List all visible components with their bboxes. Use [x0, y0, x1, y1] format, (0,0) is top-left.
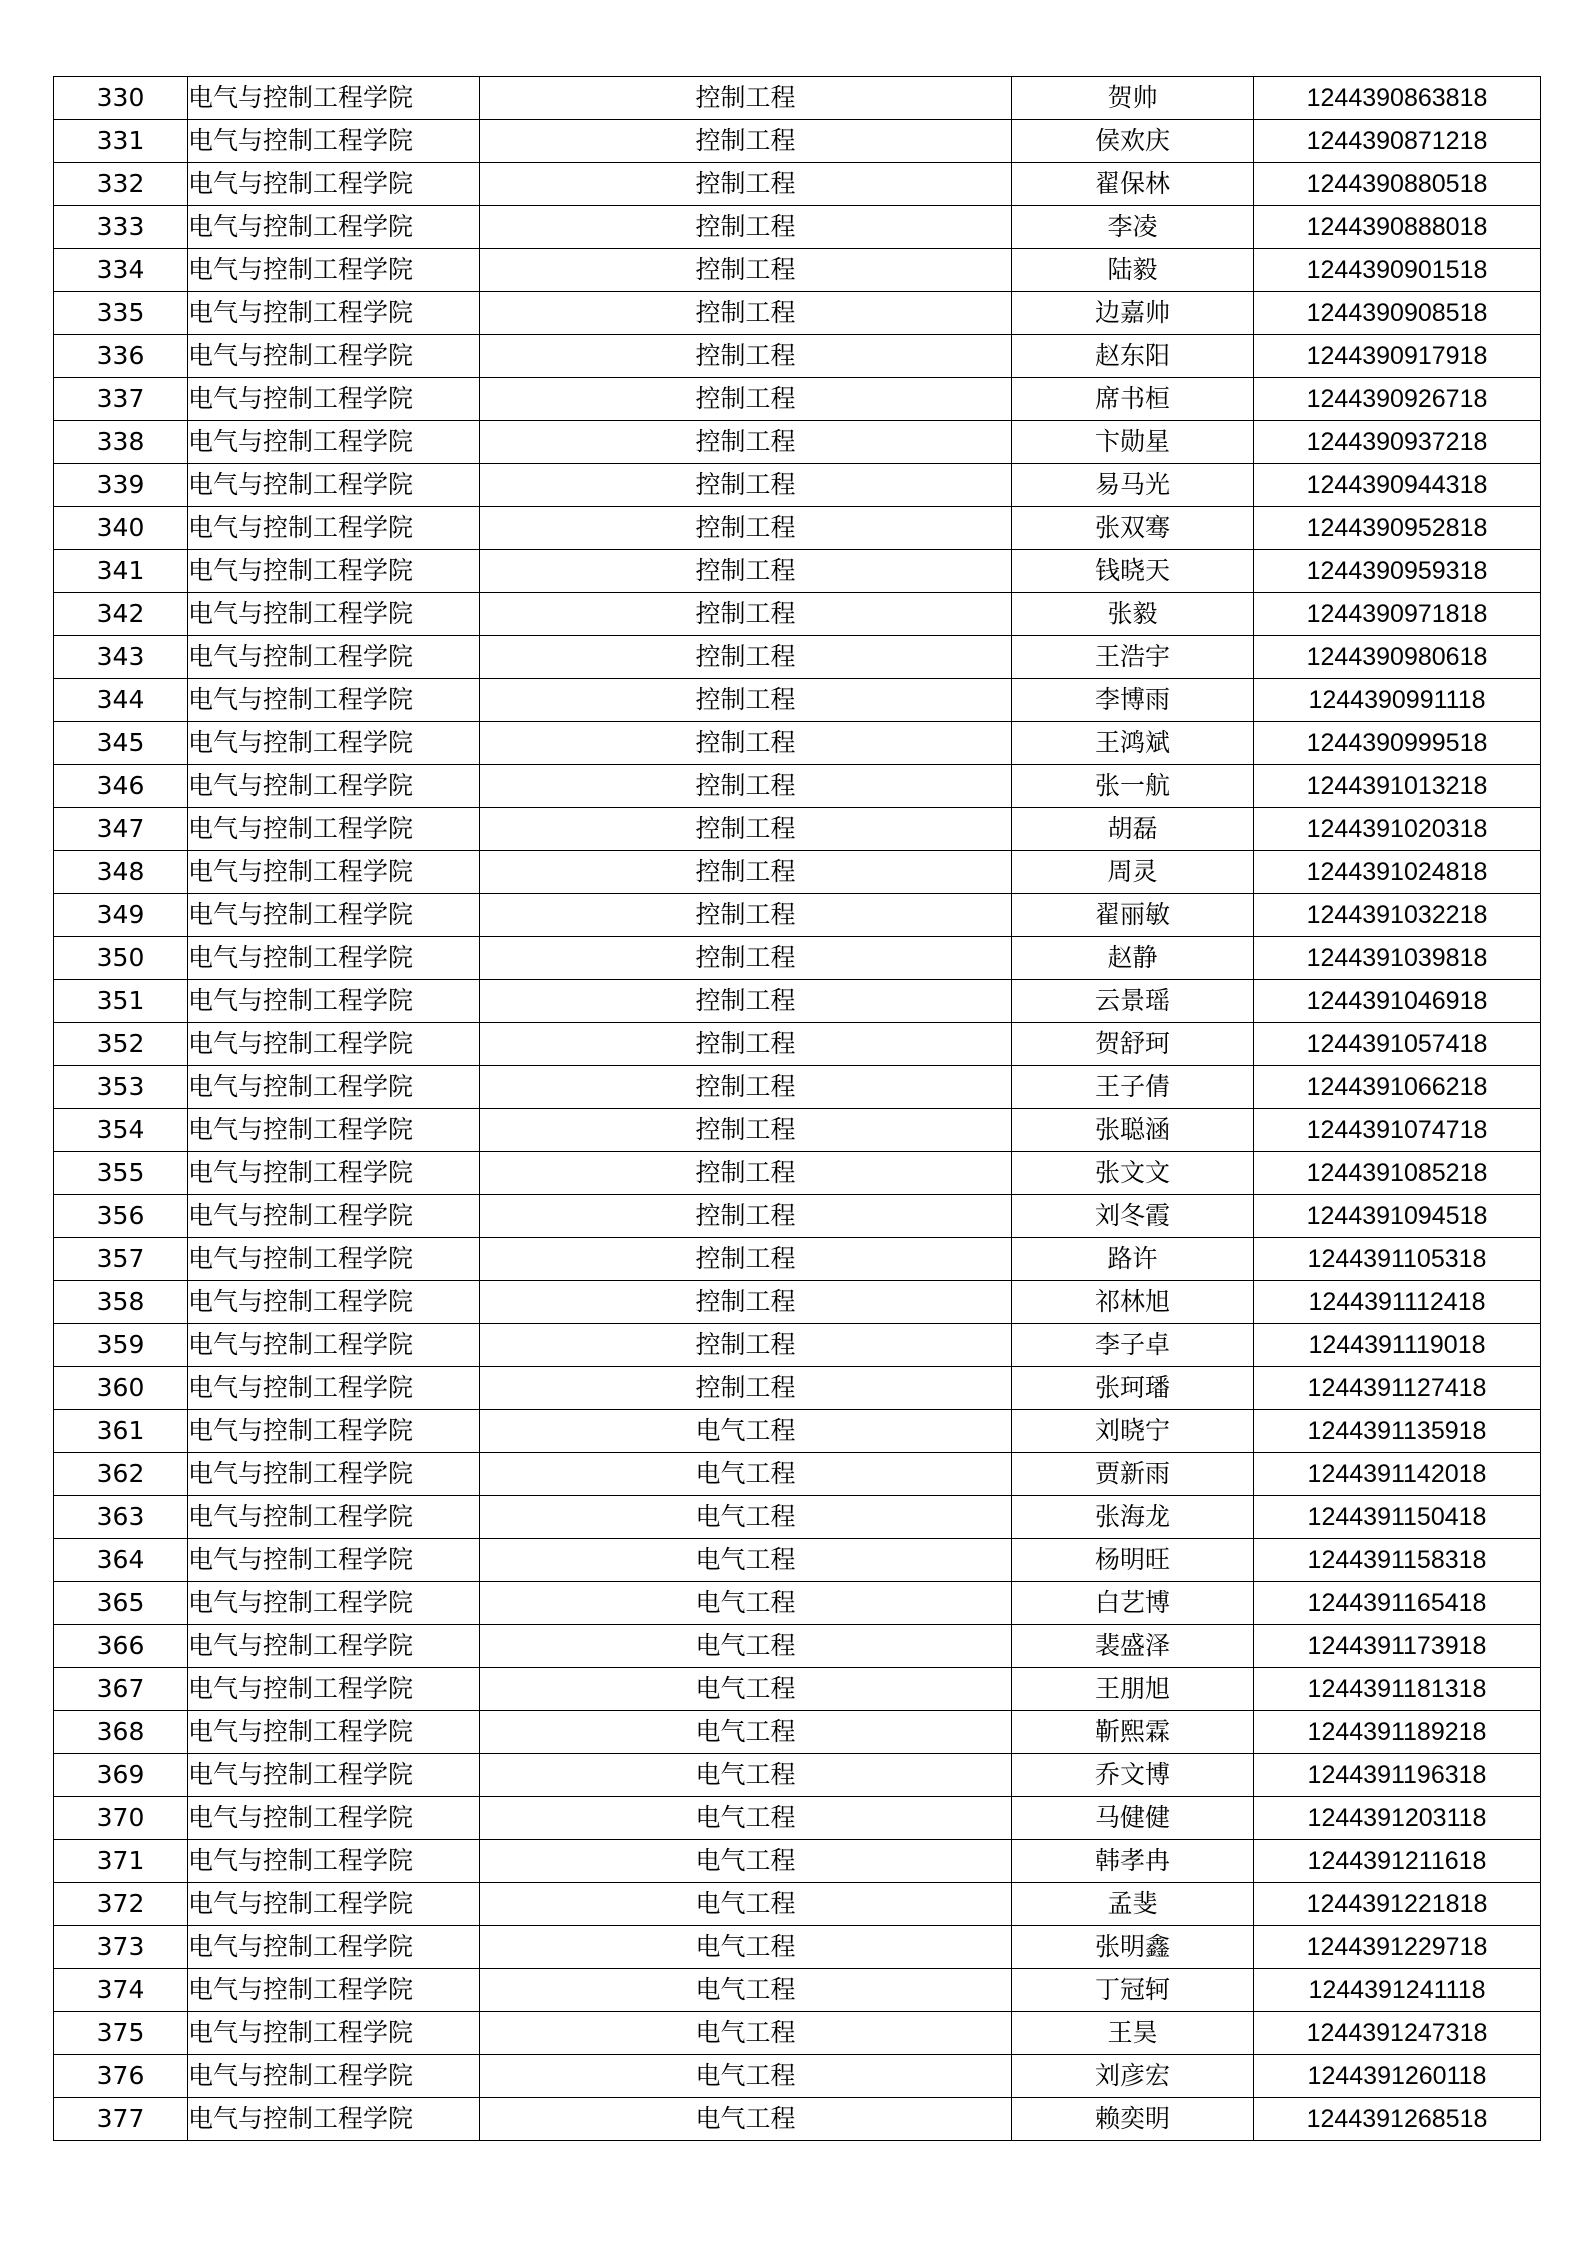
- college-cell: 电气与控制工程学院: [188, 1797, 480, 1840]
- roster-table-body: [54, 77, 1541, 2141]
- student-name-cell: 席书桓: [1012, 378, 1254, 421]
- major-cell: 控制工程: [480, 77, 1012, 120]
- table-row: [54, 851, 1541, 894]
- major-cell: 控制工程: [480, 206, 1012, 249]
- college-cell: 电气与控制工程学院: [188, 1926, 480, 1969]
- row-number-cell: 331: [54, 120, 188, 163]
- major-cell: 控制工程: [480, 1023, 1012, 1066]
- row-number-cell: 373: [54, 1926, 188, 1969]
- student-name-cell: 韩孝冉: [1012, 1840, 1254, 1883]
- exam-number-cell: 1244390944318: [1254, 464, 1541, 507]
- exam-number-cell: 1244391085218: [1254, 1152, 1541, 1195]
- row-number-cell: 332: [54, 163, 188, 206]
- row-number-cell: 361: [54, 1410, 188, 1453]
- table-row: [54, 1625, 1541, 1668]
- college-cell: 电气与控制工程学院: [188, 1840, 480, 1883]
- major-cell: 控制工程: [480, 1195, 1012, 1238]
- major-cell: 电气工程: [480, 2055, 1012, 2098]
- college-cell: 电气与控制工程学院: [188, 1453, 480, 1496]
- college-cell: 电气与控制工程学院: [188, 120, 480, 163]
- exam-number-cell: 1244391013218: [1254, 765, 1541, 808]
- college-cell: 电气与控制工程学院: [188, 1195, 480, 1238]
- table-row: [54, 335, 1541, 378]
- major-cell: 电气工程: [480, 1625, 1012, 1668]
- exam-number-cell: 1244391024818: [1254, 851, 1541, 894]
- student-name-cell: 张珂璠: [1012, 1367, 1254, 1410]
- student-name-cell: 胡磊: [1012, 808, 1254, 851]
- major-cell: 控制工程: [480, 1066, 1012, 1109]
- exam-number-cell: 1244391173918: [1254, 1625, 1541, 1668]
- student-name-cell: 侯欢庆: [1012, 120, 1254, 163]
- table-row: [54, 1281, 1541, 1324]
- table-row: [54, 206, 1541, 249]
- major-cell: 控制工程: [480, 937, 1012, 980]
- row-number-cell: 337: [54, 378, 188, 421]
- exam-number-cell: 1244390926718: [1254, 378, 1541, 421]
- table-row: [54, 163, 1541, 206]
- major-cell: 控制工程: [480, 722, 1012, 765]
- college-cell: 电气与控制工程学院: [188, 1152, 480, 1195]
- college-cell: 电气与控制工程学院: [188, 550, 480, 593]
- table-row: [54, 2055, 1541, 2098]
- college-cell: 电气与控制工程学院: [188, 1410, 480, 1453]
- major-cell: 控制工程: [480, 593, 1012, 636]
- college-cell: 电气与控制工程学院: [188, 1066, 480, 1109]
- table-row: [54, 593, 1541, 636]
- exam-number-cell: 1244391127418: [1254, 1367, 1541, 1410]
- row-number-cell: 333: [54, 206, 188, 249]
- table-row: [54, 980, 1541, 1023]
- college-cell: 电气与控制工程学院: [188, 1496, 480, 1539]
- table-row: [54, 679, 1541, 722]
- college-cell: 电气与控制工程学院: [188, 1883, 480, 1926]
- exam-number-cell: 1244391119018: [1254, 1324, 1541, 1367]
- row-number-cell: 342: [54, 593, 188, 636]
- row-number-cell: 358: [54, 1281, 188, 1324]
- college-cell: 电气与控制工程学院: [188, 421, 480, 464]
- student-name-cell: 靳熙霖: [1012, 1711, 1254, 1754]
- exam-number-cell: 1244391241118: [1254, 1969, 1541, 2012]
- row-number-cell: 362: [54, 1453, 188, 1496]
- exam-number-cell: 1244390980618: [1254, 636, 1541, 679]
- row-number-cell: 364: [54, 1539, 188, 1582]
- college-cell: 电气与控制工程学院: [188, 292, 480, 335]
- major-cell: 电气工程: [480, 1797, 1012, 1840]
- row-number-cell: 338: [54, 421, 188, 464]
- table-row: [54, 722, 1541, 765]
- student-name-cell: 杨明旺: [1012, 1539, 1254, 1582]
- exam-number-cell: 1244391165418: [1254, 1582, 1541, 1625]
- student-name-cell: 王昊: [1012, 2012, 1254, 2055]
- student-name-cell: 张毅: [1012, 593, 1254, 636]
- row-number-cell: 375: [54, 2012, 188, 2055]
- exam-number-cell: 1244390937218: [1254, 421, 1541, 464]
- major-cell: 电气工程: [480, 1539, 1012, 1582]
- student-name-cell: 张聪涵: [1012, 1109, 1254, 1152]
- exam-number-cell: 1244391221818: [1254, 1883, 1541, 1926]
- exam-number-cell: 1244391150418: [1254, 1496, 1541, 1539]
- student-name-cell: 丁冠轲: [1012, 1969, 1254, 2012]
- student-name-cell: 贾新雨: [1012, 1453, 1254, 1496]
- college-cell: 电气与控制工程学院: [188, 1367, 480, 1410]
- exam-number-cell: 1244391105318: [1254, 1238, 1541, 1281]
- row-number-cell: 368: [54, 1711, 188, 1754]
- major-cell: 控制工程: [480, 120, 1012, 163]
- major-cell: 控制工程: [480, 1109, 1012, 1152]
- student-name-cell: 贺舒珂: [1012, 1023, 1254, 1066]
- table-row: [54, 2098, 1541, 2141]
- college-cell: 电气与控制工程学院: [188, 2055, 480, 2098]
- row-number-cell: 357: [54, 1238, 188, 1281]
- exam-number-cell: 1244391032218: [1254, 894, 1541, 937]
- row-number-cell: 359: [54, 1324, 188, 1367]
- major-cell: 电气工程: [480, 1711, 1012, 1754]
- exam-number-cell: 1244391142018: [1254, 1453, 1541, 1496]
- student-name-cell: 赵静: [1012, 937, 1254, 980]
- college-cell: 电气与控制工程学院: [188, 249, 480, 292]
- table-row: [54, 1324, 1541, 1367]
- exam-number-cell: 1244390888018: [1254, 206, 1541, 249]
- row-number-cell: 344: [54, 679, 188, 722]
- student-name-cell: 张明鑫: [1012, 1926, 1254, 1969]
- table-row: [54, 1883, 1541, 1926]
- exam-number-cell: 1244391112418: [1254, 1281, 1541, 1324]
- table-row: [54, 937, 1541, 980]
- exam-number-cell: 1244391203118: [1254, 1797, 1541, 1840]
- major-cell: 控制工程: [480, 1152, 1012, 1195]
- exam-number-cell: 1244390991118: [1254, 679, 1541, 722]
- exam-number-cell: 1244391066218: [1254, 1066, 1541, 1109]
- row-number-cell: 343: [54, 636, 188, 679]
- major-cell: 控制工程: [480, 980, 1012, 1023]
- major-cell: 控制工程: [480, 1367, 1012, 1410]
- major-cell: 电气工程: [480, 1582, 1012, 1625]
- row-number-cell: 353: [54, 1066, 188, 1109]
- table-row: [54, 421, 1541, 464]
- exam-number-cell: 1244390917918: [1254, 335, 1541, 378]
- major-cell: 控制工程: [480, 1281, 1012, 1324]
- college-cell: 电气与控制工程学院: [188, 722, 480, 765]
- student-name-cell: 王朋旭: [1012, 1668, 1254, 1711]
- table-row: [54, 1109, 1541, 1152]
- student-name-cell: 贺帅: [1012, 77, 1254, 120]
- table-row: [54, 1539, 1541, 1582]
- major-cell: 控制工程: [480, 292, 1012, 335]
- college-cell: 电气与控制工程学院: [188, 1969, 480, 2012]
- student-name-cell: 赖奕明: [1012, 2098, 1254, 2141]
- major-cell: 控制工程: [480, 421, 1012, 464]
- student-name-cell: 周灵: [1012, 851, 1254, 894]
- student-name-cell: 云景瑶: [1012, 980, 1254, 1023]
- table-row: [54, 1410, 1541, 1453]
- major-cell: 控制工程: [480, 1324, 1012, 1367]
- student-name-cell: 王子倩: [1012, 1066, 1254, 1109]
- exam-number-cell: 1244391057418: [1254, 1023, 1541, 1066]
- student-name-cell: 钱晓天: [1012, 550, 1254, 593]
- college-cell: 电气与控制工程学院: [188, 1324, 480, 1367]
- exam-number-cell: 1244391196318: [1254, 1754, 1541, 1797]
- student-name-cell: 赵东阳: [1012, 335, 1254, 378]
- row-number-cell: 356: [54, 1195, 188, 1238]
- exam-number-cell: 1244390901518: [1254, 249, 1541, 292]
- major-cell: 电气工程: [480, 1668, 1012, 1711]
- student-name-cell: 陆毅: [1012, 249, 1254, 292]
- exam-number-cell: 1244391046918: [1254, 980, 1541, 1023]
- table-row: [54, 1195, 1541, 1238]
- student-name-cell: 王鸿斌: [1012, 722, 1254, 765]
- exam-number-cell: 1244390908518: [1254, 292, 1541, 335]
- student-name-cell: 刘晓宁: [1012, 1410, 1254, 1453]
- college-cell: 电气与控制工程学院: [188, 937, 480, 980]
- exam-number-cell: 1244391181318: [1254, 1668, 1541, 1711]
- row-number-cell: 347: [54, 808, 188, 851]
- major-cell: 控制工程: [480, 851, 1012, 894]
- table-row: [54, 636, 1541, 679]
- student-name-cell: 孟斐: [1012, 1883, 1254, 1926]
- college-cell: 电气与控制工程学院: [188, 679, 480, 722]
- college-cell: 电气与控制工程学院: [188, 1238, 480, 1281]
- table-row: [54, 1840, 1541, 1883]
- table-row: [54, 292, 1541, 335]
- student-name-cell: 张双骞: [1012, 507, 1254, 550]
- major-cell: 控制工程: [480, 464, 1012, 507]
- student-name-cell: 张文文: [1012, 1152, 1254, 1195]
- row-number-cell: 360: [54, 1367, 188, 1410]
- exam-number-cell: 1244390880518: [1254, 163, 1541, 206]
- table-row: [54, 2012, 1541, 2055]
- exam-number-cell: 1244390971818: [1254, 593, 1541, 636]
- row-number-cell: 374: [54, 1969, 188, 2012]
- student-name-cell: 卞勋星: [1012, 421, 1254, 464]
- college-cell: 电气与控制工程学院: [188, 464, 480, 507]
- exam-number-cell: 1244391135918: [1254, 1410, 1541, 1453]
- table-row: [54, 1797, 1541, 1840]
- student-name-cell: 边嘉帅: [1012, 292, 1254, 335]
- table-row: [54, 1453, 1541, 1496]
- exam-number-cell: 1244391211618: [1254, 1840, 1541, 1883]
- table-row: [54, 378, 1541, 421]
- college-cell: 电气与控制工程学院: [188, 808, 480, 851]
- exam-number-cell: 1244391039818: [1254, 937, 1541, 980]
- student-name-cell: 裴盛泽: [1012, 1625, 1254, 1668]
- college-cell: 电气与控制工程学院: [188, 765, 480, 808]
- exam-number-cell: 1244391268518: [1254, 2098, 1541, 2141]
- major-cell: 电气工程: [480, 2012, 1012, 2055]
- student-name-cell: 刘彦宏: [1012, 2055, 1254, 2098]
- row-number-cell: 351: [54, 980, 188, 1023]
- student-name-cell: 乔文博: [1012, 1754, 1254, 1797]
- student-name-cell: 张海龙: [1012, 1496, 1254, 1539]
- table-row: [54, 1969, 1541, 2012]
- table-row: [54, 894, 1541, 937]
- major-cell: 电气工程: [480, 1883, 1012, 1926]
- exam-number-cell: 1244391020318: [1254, 808, 1541, 851]
- row-number-cell: 366: [54, 1625, 188, 1668]
- exam-number-cell: 1244390863818: [1254, 77, 1541, 120]
- table-row: [54, 1926, 1541, 1969]
- college-cell: 电气与控制工程学院: [188, 206, 480, 249]
- row-number-cell: 345: [54, 722, 188, 765]
- college-cell: 电气与控制工程学院: [188, 1711, 480, 1754]
- college-cell: 电气与控制工程学院: [188, 77, 480, 120]
- major-cell: 电气工程: [480, 1453, 1012, 1496]
- major-cell: 控制工程: [480, 1238, 1012, 1281]
- college-cell: 电气与控制工程学院: [188, 636, 480, 679]
- row-number-cell: 350: [54, 937, 188, 980]
- major-cell: 控制工程: [480, 550, 1012, 593]
- major-cell: 控制工程: [480, 163, 1012, 206]
- major-cell: 控制工程: [480, 894, 1012, 937]
- table-row: [54, 1582, 1541, 1625]
- row-number-cell: 334: [54, 249, 188, 292]
- admission-roster-table: [53, 76, 1541, 2141]
- college-cell: 电气与控制工程学院: [188, 2098, 480, 2141]
- student-name-cell: 王浩宇: [1012, 636, 1254, 679]
- exam-number-cell: 1244391074718: [1254, 1109, 1541, 1152]
- major-cell: 控制工程: [480, 335, 1012, 378]
- major-cell: 电气工程: [480, 1754, 1012, 1797]
- college-cell: 电气与控制工程学院: [188, 1582, 480, 1625]
- table-row: [54, 808, 1541, 851]
- row-number-cell: 367: [54, 1668, 188, 1711]
- table-row: [54, 77, 1541, 120]
- exam-number-cell: 1244391189218: [1254, 1711, 1541, 1754]
- college-cell: 电气与控制工程学院: [188, 1539, 480, 1582]
- major-cell: 控制工程: [480, 808, 1012, 851]
- college-cell: 电气与控制工程学院: [188, 1023, 480, 1066]
- exam-number-cell: 1244391260118: [1254, 2055, 1541, 2098]
- exam-number-cell: 1244390952818: [1254, 507, 1541, 550]
- student-name-cell: 刘冬霞: [1012, 1195, 1254, 1238]
- college-cell: 电气与控制工程学院: [188, 378, 480, 421]
- table-row: [54, 1754, 1541, 1797]
- table-row: [54, 1238, 1541, 1281]
- major-cell: 控制工程: [480, 765, 1012, 808]
- major-cell: 电气工程: [480, 2098, 1012, 2141]
- college-cell: 电气与控制工程学院: [188, 1754, 480, 1797]
- row-number-cell: 370: [54, 1797, 188, 1840]
- table-row: [54, 507, 1541, 550]
- exam-number-cell: 1244390871218: [1254, 120, 1541, 163]
- major-cell: 电气工程: [480, 1840, 1012, 1883]
- college-cell: 电气与控制工程学院: [188, 163, 480, 206]
- table-row: [54, 1023, 1541, 1066]
- college-cell: 电气与控制工程学院: [188, 1281, 480, 1324]
- table-row: [54, 550, 1541, 593]
- college-cell: 电气与控制工程学院: [188, 1625, 480, 1668]
- exam-number-cell: 1244390999518: [1254, 722, 1541, 765]
- major-cell: 电气工程: [480, 1496, 1012, 1539]
- exam-number-cell: 1244391247318: [1254, 2012, 1541, 2055]
- table-row: [54, 249, 1541, 292]
- college-cell: 电气与控制工程学院: [188, 894, 480, 937]
- exam-number-cell: 1244391094518: [1254, 1195, 1541, 1238]
- row-number-cell: 363: [54, 1496, 188, 1539]
- student-name-cell: 马健健: [1012, 1797, 1254, 1840]
- student-name-cell: 翟保林: [1012, 163, 1254, 206]
- row-number-cell: 372: [54, 1883, 188, 1926]
- student-name-cell: 白艺博: [1012, 1582, 1254, 1625]
- student-name-cell: 祁林旭: [1012, 1281, 1254, 1324]
- row-number-cell: 352: [54, 1023, 188, 1066]
- row-number-cell: 340: [54, 507, 188, 550]
- row-number-cell: 339: [54, 464, 188, 507]
- college-cell: 电气与控制工程学院: [188, 980, 480, 1023]
- table-row: [54, 1066, 1541, 1109]
- table-row: [54, 1711, 1541, 1754]
- table-row: [54, 1668, 1541, 1711]
- major-cell: 电气工程: [480, 1410, 1012, 1453]
- row-number-cell: 346: [54, 765, 188, 808]
- table-row: [54, 765, 1541, 808]
- student-name-cell: 翟丽敏: [1012, 894, 1254, 937]
- row-number-cell: 348: [54, 851, 188, 894]
- student-name-cell: 路许: [1012, 1238, 1254, 1281]
- student-name-cell: 李博雨: [1012, 679, 1254, 722]
- college-cell: 电气与控制工程学院: [188, 1668, 480, 1711]
- row-number-cell: 335: [54, 292, 188, 335]
- row-number-cell: 336: [54, 335, 188, 378]
- row-number-cell: 365: [54, 1582, 188, 1625]
- exam-number-cell: 1244391229718: [1254, 1926, 1541, 1969]
- row-number-cell: 354: [54, 1109, 188, 1152]
- college-cell: 电气与控制工程学院: [188, 1109, 480, 1152]
- student-name-cell: 李凌: [1012, 206, 1254, 249]
- table-row: [54, 1367, 1541, 1410]
- college-cell: 电气与控制工程学院: [188, 851, 480, 894]
- college-cell: 电气与控制工程学院: [188, 593, 480, 636]
- student-name-cell: 李子卓: [1012, 1324, 1254, 1367]
- major-cell: 控制工程: [480, 507, 1012, 550]
- college-cell: 电气与控制工程学院: [188, 2012, 480, 2055]
- row-number-cell: 330: [54, 77, 188, 120]
- major-cell: 控制工程: [480, 378, 1012, 421]
- major-cell: 控制工程: [480, 636, 1012, 679]
- row-number-cell: 376: [54, 2055, 188, 2098]
- row-number-cell: 349: [54, 894, 188, 937]
- row-number-cell: 377: [54, 2098, 188, 2141]
- college-cell: 电气与控制工程学院: [188, 335, 480, 378]
- table-row: [54, 1152, 1541, 1195]
- major-cell: 控制工程: [480, 679, 1012, 722]
- exam-number-cell: 1244391158318: [1254, 1539, 1541, 1582]
- row-number-cell: 355: [54, 1152, 188, 1195]
- table-row: [54, 464, 1541, 507]
- row-number-cell: 369: [54, 1754, 188, 1797]
- exam-number-cell: 1244390959318: [1254, 550, 1541, 593]
- table-row: [54, 120, 1541, 163]
- major-cell: 控制工程: [480, 249, 1012, 292]
- college-cell: 电气与控制工程学院: [188, 507, 480, 550]
- student-name-cell: 张一航: [1012, 765, 1254, 808]
- row-number-cell: 371: [54, 1840, 188, 1883]
- major-cell: 电气工程: [480, 1969, 1012, 2012]
- major-cell: 电气工程: [480, 1926, 1012, 1969]
- student-name-cell: 易马光: [1012, 464, 1254, 507]
- table-row: [54, 1496, 1541, 1539]
- row-number-cell: 341: [54, 550, 188, 593]
